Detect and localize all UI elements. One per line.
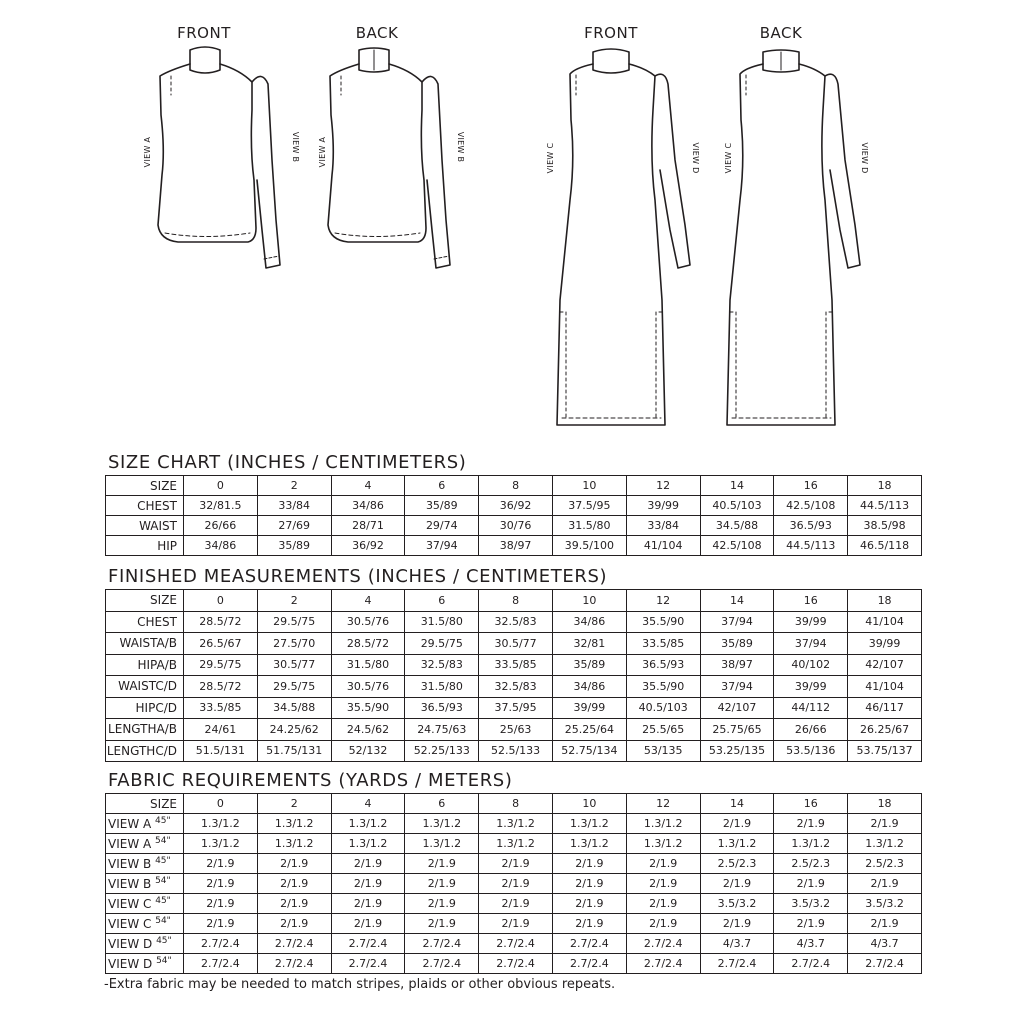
row-label <box>106 934 184 954</box>
value-cell: 2/1.9 <box>848 914 922 934</box>
fabric-requirements-table <box>105 793 922 974</box>
value-cell: 25.5/65 <box>626 719 700 741</box>
view-c-front-label: VIEW C <box>546 142 555 174</box>
size-header-cell: 0 <box>184 590 258 612</box>
table-row <box>106 536 922 556</box>
size-header-cell: 12 <box>626 476 700 496</box>
value-cell: 41/104 <box>626 536 700 556</box>
row-view-label: VIEW A <box>108 837 152 851</box>
value-cell: 2.5/2.3 <box>700 854 774 874</box>
value-cell: 35.5/90 <box>626 611 700 633</box>
value-cell: 53.75/137 <box>848 740 922 762</box>
value-cell: 2.7/2.4 <box>257 954 331 974</box>
garment-illustrations <box>0 0 1024 450</box>
value-cell: 2/1.9 <box>405 854 479 874</box>
value-cell: 4/3.7 <box>774 934 848 954</box>
value-cell: 35/89 <box>700 633 774 655</box>
value-cell: 53/135 <box>626 740 700 762</box>
row-fabric-width: 45" <box>156 936 172 946</box>
row-view-label: VIEW B <box>108 857 152 871</box>
table-row <box>106 719 922 741</box>
value-cell: 2/1.9 <box>626 914 700 934</box>
value-cell: 44.5/113 <box>848 496 922 516</box>
value-cell: 37.5/95 <box>552 496 626 516</box>
table-row <box>106 633 922 655</box>
row-label: LENGTHA/B <box>106 719 184 741</box>
value-cell: 30/76 <box>479 516 553 536</box>
table-row <box>106 496 922 516</box>
value-cell: 2/1.9 <box>405 894 479 914</box>
value-cell: 38/97 <box>700 654 774 676</box>
value-cell: 52.5/133 <box>479 740 553 762</box>
value-cell: 34/86 <box>331 496 405 516</box>
value-cell: 29.5/75 <box>405 633 479 655</box>
size-chart-table <box>105 475 922 556</box>
value-cell: 2.7/2.4 <box>700 954 774 974</box>
value-cell: 3.5/3.2 <box>700 894 774 914</box>
value-cell: 1.3/1.2 <box>626 834 700 854</box>
value-cell: 33/84 <box>626 516 700 536</box>
value-cell: 35/89 <box>552 654 626 676</box>
value-cell: 2.7/2.4 <box>552 934 626 954</box>
value-cell: 33.5/85 <box>479 654 553 676</box>
value-cell: 2.7/2.4 <box>848 954 922 974</box>
value-cell: 31.5/80 <box>552 516 626 536</box>
table-row <box>106 814 922 834</box>
value-cell: 2/1.9 <box>700 814 774 834</box>
row-label: CHEST <box>106 496 184 516</box>
row-fabric-width: 54" <box>155 916 171 926</box>
table-row <box>106 914 922 934</box>
value-cell: 32.5/83 <box>479 611 553 633</box>
value-cell: 2.7/2.4 <box>405 934 479 954</box>
row-label <box>106 834 184 854</box>
value-cell: 2.7/2.4 <box>331 934 405 954</box>
row-label <box>106 954 184 974</box>
row-label: WAISTA/B <box>106 633 184 655</box>
size-header-cell: 18 <box>848 590 922 612</box>
value-cell: 27/69 <box>257 516 331 536</box>
size-header-cell: 16 <box>774 476 848 496</box>
value-cell: 2.7/2.4 <box>184 934 258 954</box>
value-cell: 24.5/62 <box>331 719 405 741</box>
value-cell: 2.7/2.4 <box>626 934 700 954</box>
size-header-cell: 8 <box>479 794 553 814</box>
value-cell: 28/71 <box>331 516 405 536</box>
value-cell: 2/1.9 <box>848 874 922 894</box>
value-cell: 37/94 <box>405 536 479 556</box>
table-row <box>106 654 922 676</box>
value-cell: 2/1.9 <box>405 874 479 894</box>
value-cell: 38.5/98 <box>848 516 922 536</box>
value-cell: 34.5/88 <box>700 516 774 536</box>
size-header-label: SIZE <box>106 590 184 612</box>
value-cell: 39.5/100 <box>552 536 626 556</box>
size-header-cell: 12 <box>626 590 700 612</box>
value-cell: 2.7/2.4 <box>331 954 405 974</box>
value-cell: 37.5/95 <box>479 697 553 719</box>
value-cell: 39/99 <box>774 676 848 698</box>
fabric-note: -Extra fabric may be needed to match stripes, plaids or other obvious repeats. <box>104 977 616 992</box>
value-cell: 3.5/3.2 <box>848 894 922 914</box>
size-header-cell: 2 <box>257 590 331 612</box>
value-cell: 35/89 <box>405 496 479 516</box>
view-d-back-label: VIEW D <box>860 142 869 174</box>
value-cell: 1.3/1.2 <box>700 834 774 854</box>
value-cell: 2.7/2.4 <box>479 954 553 974</box>
value-cell: 52.25/133 <box>405 740 479 762</box>
size-header-cell: 10 <box>552 590 626 612</box>
size-header-cell: 16 <box>774 590 848 612</box>
garment-drawings <box>0 0 1024 450</box>
value-cell: 40.5/103 <box>700 496 774 516</box>
value-cell: 2/1.9 <box>479 914 553 934</box>
row-label <box>106 854 184 874</box>
size-header-cell: 8 <box>479 590 553 612</box>
value-cell: 33.5/85 <box>184 697 258 719</box>
value-cell: 2/1.9 <box>331 894 405 914</box>
value-cell: 36.5/93 <box>405 697 479 719</box>
value-cell: 1.3/1.2 <box>257 814 331 834</box>
value-cell: 52.75/134 <box>552 740 626 762</box>
value-cell: 32/81.5 <box>184 496 258 516</box>
value-cell: 24.25/62 <box>257 719 331 741</box>
size-header-cell: 6 <box>405 590 479 612</box>
value-cell: 1.3/1.2 <box>184 814 258 834</box>
value-cell: 2/1.9 <box>626 854 700 874</box>
row-fabric-width: 45" <box>155 816 171 826</box>
value-cell: 2/1.9 <box>184 854 258 874</box>
value-cell: 2.7/2.4 <box>552 954 626 974</box>
value-cell: 38/97 <box>479 536 553 556</box>
top-front-label: FRONT <box>177 24 231 42</box>
size-header-cell: 2 <box>257 476 331 496</box>
value-cell: 31.5/80 <box>405 611 479 633</box>
table-row <box>106 676 922 698</box>
value-cell: 2.7/2.4 <box>257 934 331 954</box>
value-cell: 29.5/75 <box>184 654 258 676</box>
value-cell: 2.7/2.4 <box>479 934 553 954</box>
value-cell: 32.5/83 <box>405 654 479 676</box>
size-header-cell: 8 <box>479 476 553 496</box>
value-cell: 2.7/2.4 <box>774 954 848 974</box>
table-row <box>106 516 922 536</box>
value-cell: 2/1.9 <box>331 914 405 934</box>
value-cell: 31.5/80 <box>331 654 405 676</box>
value-cell: 1.3/1.2 <box>774 834 848 854</box>
value-cell: 2/1.9 <box>331 874 405 894</box>
value-cell: 42/107 <box>848 654 922 676</box>
top-front-drawing <box>158 47 280 268</box>
table-row <box>106 697 922 719</box>
value-cell: 42/107 <box>700 697 774 719</box>
table-row <box>106 954 922 974</box>
value-cell: 2/1.9 <box>184 874 258 894</box>
value-cell: 34/86 <box>552 611 626 633</box>
value-cell: 27.5/70 <box>257 633 331 655</box>
value-cell: 25.25/64 <box>552 719 626 741</box>
value-cell: 25/63 <box>479 719 553 741</box>
table-row <box>106 834 922 854</box>
size-header-cell: 14 <box>700 794 774 814</box>
value-cell: 2/1.9 <box>552 854 626 874</box>
value-cell: 2/1.9 <box>552 874 626 894</box>
size-header-cell: 2 <box>257 794 331 814</box>
value-cell: 41/104 <box>848 611 922 633</box>
value-cell: 2/1.9 <box>257 914 331 934</box>
row-label: HIP <box>106 536 184 556</box>
value-cell: 4/3.7 <box>700 934 774 954</box>
row-label: HIPC/D <box>106 697 184 719</box>
row-label <box>106 874 184 894</box>
finished-measurements-table <box>105 589 922 762</box>
value-cell: 2/1.9 <box>552 894 626 914</box>
row-label <box>106 894 184 914</box>
value-cell: 33/84 <box>257 496 331 516</box>
value-cell: 2.7/2.4 <box>405 954 479 974</box>
size-header-cell: 0 <box>184 476 258 496</box>
table-row <box>106 740 922 762</box>
value-cell: 36.5/93 <box>774 516 848 536</box>
value-cell: 26.25/67 <box>848 719 922 741</box>
value-cell: 28.5/72 <box>184 676 258 698</box>
value-cell: 3.5/3.2 <box>774 894 848 914</box>
view-a-front-label: VIEW A <box>143 136 152 168</box>
value-cell: 1.3/1.2 <box>331 834 405 854</box>
row-label: WAISTC/D <box>106 676 184 698</box>
size-header-cell: 6 <box>405 794 479 814</box>
value-cell: 36/92 <box>479 496 553 516</box>
value-cell: 2.7/2.4 <box>626 954 700 974</box>
row-view-label: VIEW D <box>108 937 153 951</box>
row-view-label: VIEW C <box>108 917 152 931</box>
size-chart-title: SIZE CHART (INCHES / CENTIMETERS) <box>108 452 467 473</box>
value-cell: 52/132 <box>331 740 405 762</box>
dress-front-label: FRONT <box>584 24 638 42</box>
value-cell: 53.5/136 <box>774 740 848 762</box>
value-cell: 24/61 <box>184 719 258 741</box>
value-cell: 40/102 <box>774 654 848 676</box>
value-cell: 2/1.9 <box>184 914 258 934</box>
value-cell: 29/74 <box>405 516 479 536</box>
view-a-back-label: VIEW A <box>318 136 327 168</box>
value-cell: 31.5/80 <box>405 676 479 698</box>
dress-back-label: BACK <box>759 24 803 42</box>
value-cell: 2/1.9 <box>700 914 774 934</box>
view-b-back-label: VIEW B <box>456 131 465 163</box>
value-cell: 1.3/1.2 <box>331 814 405 834</box>
value-cell: 25.75/65 <box>700 719 774 741</box>
value-cell: 39/99 <box>626 496 700 516</box>
value-cell: 37/94 <box>700 676 774 698</box>
value-cell: 34/86 <box>184 536 258 556</box>
size-header-cell: 14 <box>700 590 774 612</box>
value-cell: 1.3/1.2 <box>184 834 258 854</box>
dress-front-drawing <box>557 49 690 425</box>
value-cell: 51.5/131 <box>184 740 258 762</box>
value-cell: 26.5/67 <box>184 633 258 655</box>
row-label: WAIST <box>106 516 184 536</box>
value-cell: 29.5/75 <box>257 676 331 698</box>
value-cell: 2/1.9 <box>479 874 553 894</box>
value-cell: 2/1.9 <box>479 894 553 914</box>
value-cell: 35.5/90 <box>626 676 700 698</box>
row-fabric-width: 45" <box>155 896 171 906</box>
row-label: LENGTHC/D <box>106 740 184 762</box>
view-d-front-label: VIEW D <box>691 142 700 174</box>
value-cell: 2/1.9 <box>552 914 626 934</box>
value-cell: 1.3/1.2 <box>405 814 479 834</box>
size-header-cell: 4 <box>331 476 405 496</box>
value-cell: 40.5/103 <box>626 697 700 719</box>
header-row <box>106 590 922 612</box>
value-cell: 39/99 <box>774 611 848 633</box>
value-cell: 39/99 <box>848 633 922 655</box>
value-cell: 2/1.9 <box>626 894 700 914</box>
table-row <box>106 854 922 874</box>
value-cell: 36.5/93 <box>626 654 700 676</box>
header-row <box>106 476 922 496</box>
value-cell: 39/99 <box>552 697 626 719</box>
table-row <box>106 611 922 633</box>
value-cell: 2/1.9 <box>257 894 331 914</box>
finished-measurements-title: FINISHED MEASUREMENTS (INCHES / CENTIMETERS) <box>108 566 608 587</box>
value-cell: 2/1.9 <box>774 814 848 834</box>
row-view-label: VIEW C <box>108 897 152 911</box>
size-header-cell: 4 <box>331 794 405 814</box>
value-cell: 2/1.9 <box>848 814 922 834</box>
value-cell: 2/1.9 <box>331 854 405 874</box>
row-fabric-width: 45" <box>155 856 171 866</box>
value-cell: 2.5/2.3 <box>848 854 922 874</box>
value-cell: 46/117 <box>848 697 922 719</box>
value-cell: 2/1.9 <box>257 874 331 894</box>
value-cell: 24.75/63 <box>405 719 479 741</box>
header-row <box>106 794 922 814</box>
table-row <box>106 934 922 954</box>
size-header-cell: 18 <box>848 476 922 496</box>
value-cell: 4/3.7 <box>848 934 922 954</box>
row-label: HIPA/B <box>106 654 184 676</box>
value-cell: 1.3/1.2 <box>552 834 626 854</box>
value-cell: 2/1.9 <box>626 874 700 894</box>
size-header-cell: 14 <box>700 476 774 496</box>
value-cell: 1.3/1.2 <box>405 834 479 854</box>
value-cell: 1.3/1.2 <box>479 814 553 834</box>
value-cell: 51.75/131 <box>257 740 331 762</box>
view-b-front-label: VIEW B <box>291 131 300 163</box>
dress-back-drawing <box>727 50 860 425</box>
value-cell: 32.5/83 <box>479 676 553 698</box>
top-back-drawing <box>328 48 450 268</box>
size-header-cell: 0 <box>184 794 258 814</box>
size-header-cell: 6 <box>405 476 479 496</box>
row-fabric-width: 54" <box>155 876 171 886</box>
fabric-requirements-title: FABRIC REQUIREMENTS (YARDS / METERS) <box>108 770 513 791</box>
table-row <box>106 874 922 894</box>
value-cell: 2.7/2.4 <box>184 954 258 974</box>
value-cell: 30.5/76 <box>331 611 405 633</box>
row-label <box>106 814 184 834</box>
value-cell: 2/1.9 <box>479 854 553 874</box>
top-back-label: BACK <box>355 24 399 42</box>
value-cell: 42.5/108 <box>700 536 774 556</box>
value-cell: 44.5/113 <box>774 536 848 556</box>
value-cell: 41/104 <box>848 676 922 698</box>
row-fabric-width: 54" <box>156 956 172 966</box>
row-fabric-width: 54" <box>155 836 171 846</box>
row-label: CHEST <box>106 611 184 633</box>
value-cell: 35.5/90 <box>331 697 405 719</box>
row-view-label: VIEW A <box>108 817 152 831</box>
value-cell: 44/112 <box>774 697 848 719</box>
value-cell: 28.5/72 <box>184 611 258 633</box>
size-header-label: SIZE <box>106 476 184 496</box>
value-cell: 33.5/85 <box>626 633 700 655</box>
value-cell: 35/89 <box>257 536 331 556</box>
value-cell: 37/94 <box>774 633 848 655</box>
value-cell: 26/66 <box>184 516 258 536</box>
value-cell: 1.3/1.2 <box>552 814 626 834</box>
size-header-cell: 12 <box>626 794 700 814</box>
size-header-cell: 4 <box>331 590 405 612</box>
value-cell: 1.3/1.2 <box>848 834 922 854</box>
row-view-label: VIEW B <box>108 877 152 891</box>
value-cell: 2.5/2.3 <box>774 854 848 874</box>
value-cell: 30.5/77 <box>257 654 331 676</box>
value-cell: 1.3/1.2 <box>479 834 553 854</box>
size-header-label: SIZE <box>106 794 184 814</box>
value-cell: 26/66 <box>774 719 848 741</box>
value-cell: 2/1.9 <box>405 914 479 934</box>
size-header-cell: 16 <box>774 794 848 814</box>
value-cell: 29.5/75 <box>257 611 331 633</box>
value-cell: 2/1.9 <box>184 894 258 914</box>
value-cell: 34.5/88 <box>257 697 331 719</box>
value-cell: 2/1.9 <box>700 874 774 894</box>
value-cell: 2/1.9 <box>774 914 848 934</box>
size-header-cell: 10 <box>552 794 626 814</box>
value-cell: 2/1.9 <box>257 854 331 874</box>
value-cell: 30.5/77 <box>479 633 553 655</box>
row-view-label: VIEW D <box>108 957 153 971</box>
table-row <box>106 894 922 914</box>
value-cell: 1.3/1.2 <box>257 834 331 854</box>
value-cell: 42.5/108 <box>774 496 848 516</box>
view-c-back-label: VIEW C <box>724 142 733 174</box>
value-cell: 36/92 <box>331 536 405 556</box>
value-cell: 37/94 <box>700 611 774 633</box>
value-cell: 28.5/72 <box>331 633 405 655</box>
row-label <box>106 914 184 934</box>
size-header-cell: 18 <box>848 794 922 814</box>
value-cell: 2/1.9 <box>774 874 848 894</box>
value-cell: 46.5/118 <box>848 536 922 556</box>
value-cell: 53.25/135 <box>700 740 774 762</box>
size-header-cell: 10 <box>552 476 626 496</box>
value-cell: 32/81 <box>552 633 626 655</box>
value-cell: 30.5/76 <box>331 676 405 698</box>
value-cell: 34/86 <box>552 676 626 698</box>
value-cell: 1.3/1.2 <box>626 814 700 834</box>
